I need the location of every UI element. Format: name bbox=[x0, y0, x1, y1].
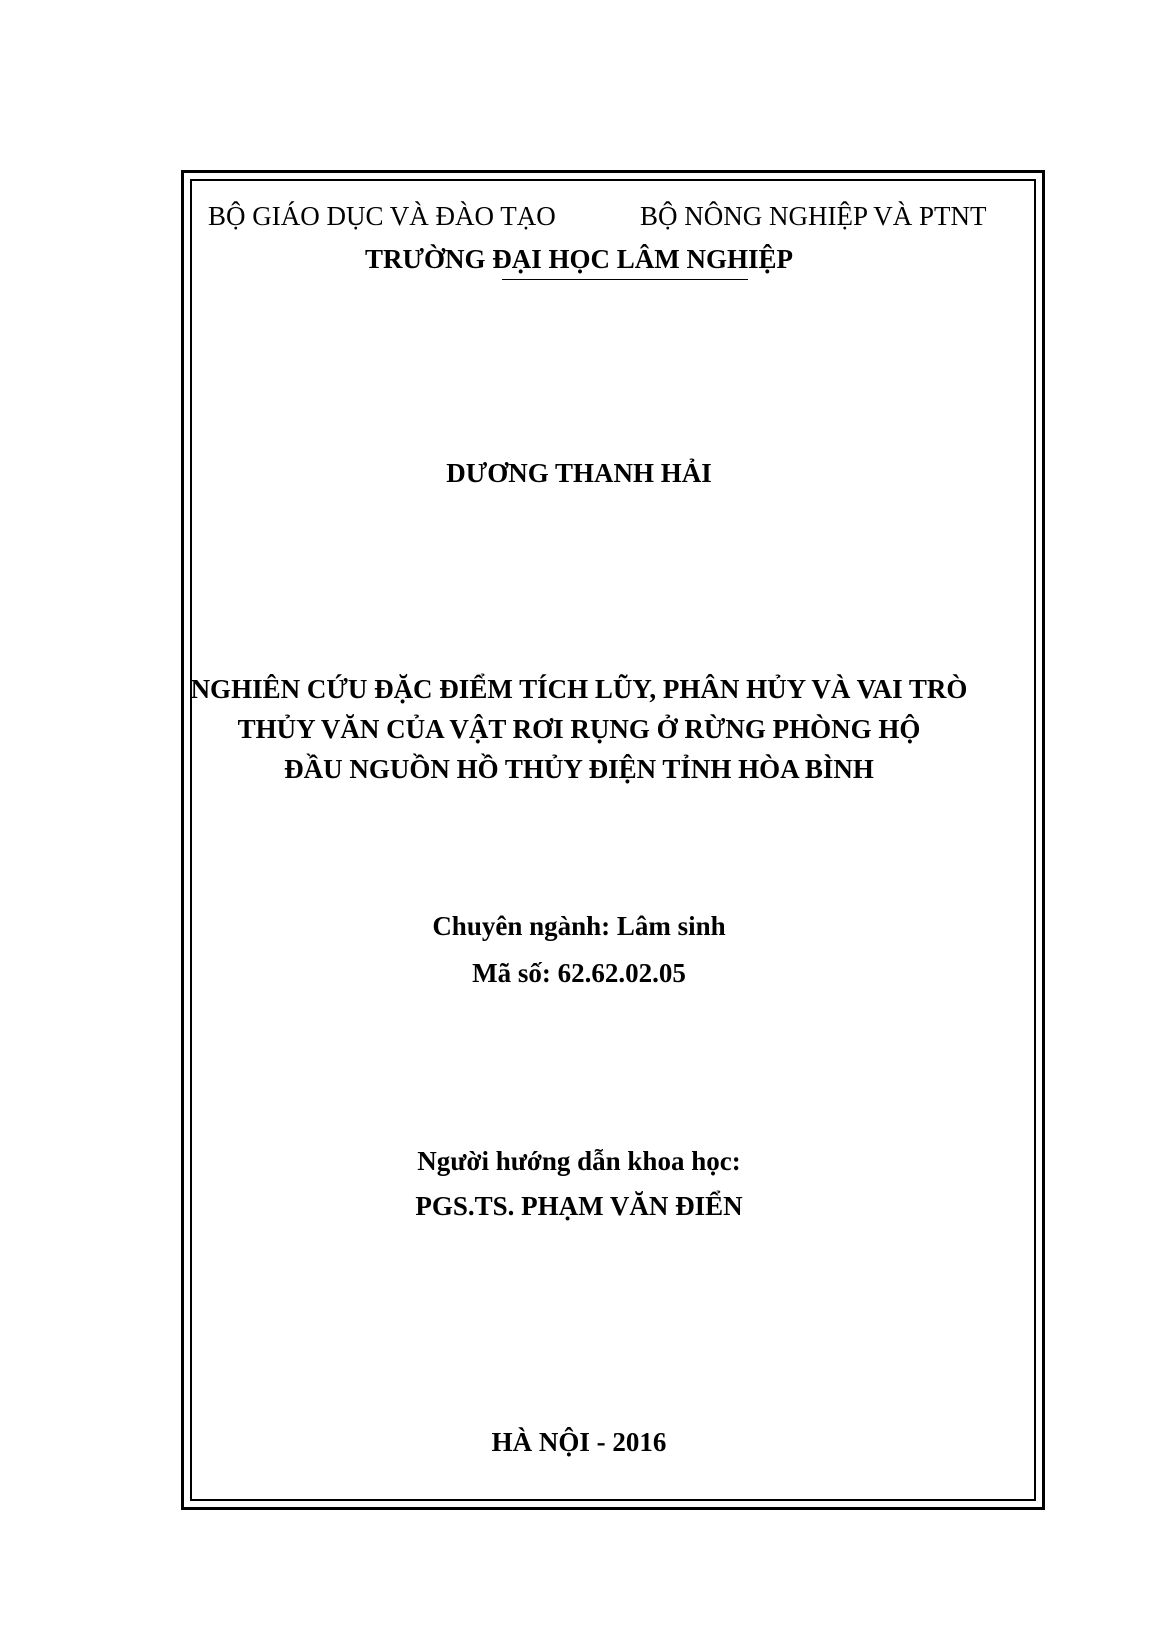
specialization-code: Mã số: 62.62.02.05 bbox=[472, 958, 686, 988]
ministry-agriculture: BỘ NÔNG NGHIỆP VÀ PTNT bbox=[640, 201, 987, 231]
ministry-education: BỘ GIÁO DỤC VÀ ĐÀO TẠO bbox=[208, 201, 556, 231]
supervisor-name: PGS.TS. PHẠM VĂN ĐIỂN bbox=[415, 1191, 743, 1221]
supervisor-label: Người hướng dẫn khoa học: bbox=[417, 1146, 741, 1176]
specialization-major: Chuyên ngành: Lâm sinh bbox=[432, 911, 726, 941]
author-name: DƯƠNG THANH HẢI bbox=[446, 458, 712, 488]
place-year: HÀ NỘI - 2016 bbox=[491, 1427, 667, 1457]
university-underline bbox=[502, 279, 748, 280]
inner-border bbox=[190, 179, 1036, 1501]
thesis-title-line-1: NGHIÊN CỨU ĐẶC ĐIỂM TÍCH LŨY, PHÂN HỦY VÀ VAI TRÒ bbox=[190, 674, 968, 704]
thesis-title-line-3: ĐẦU NGUỒN HỒ THỦY ĐIỆN TỈNH HÒA BÌNH bbox=[284, 754, 874, 784]
thesis-title-line-2: THỦY VĂN CỦA VẬT RƠI RỤNG Ở RỪNG PHÒNG HỘ bbox=[237, 714, 921, 744]
university-name: TRƯỜNG ĐẠI HỌC LÂM NGHIỆP bbox=[364, 244, 793, 274]
